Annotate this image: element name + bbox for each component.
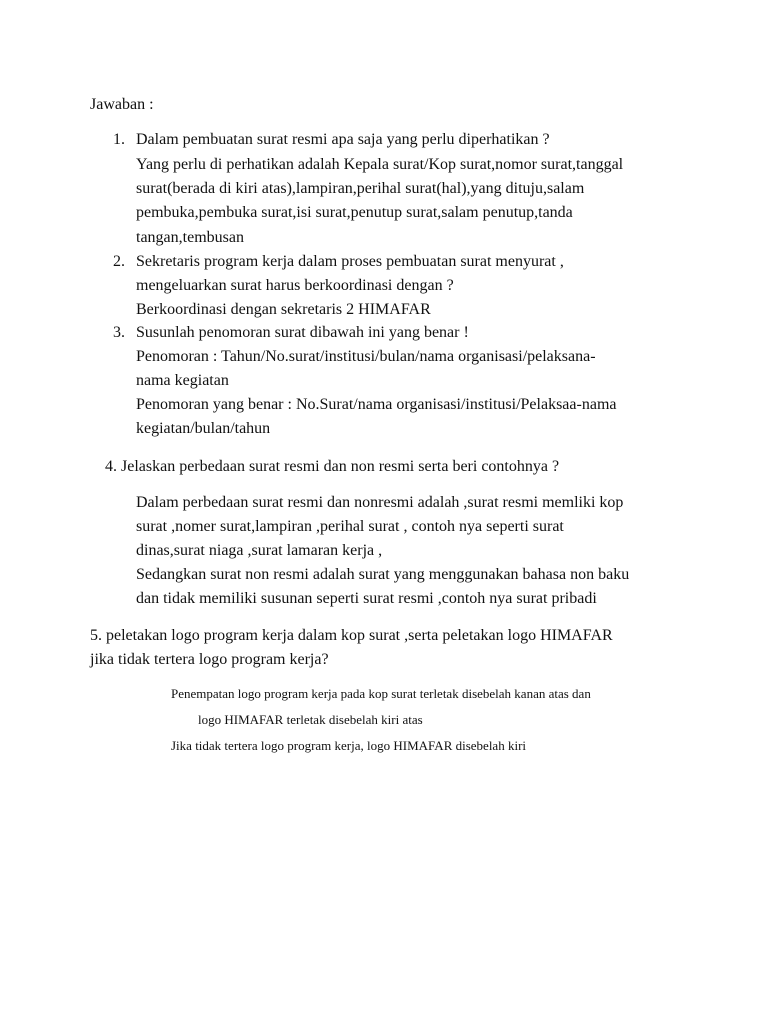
q1-answer-line: surat(berada di kiri atas),lampiran,perihal surat(hal),yang dituju,salam: [136, 180, 585, 197]
q1-answer-line: pembuka,pembuka surat,isi surat,penutup surat,salam penutup,tanda: [136, 204, 573, 221]
q5-answer-line: Penempatan logo program kerja pada kop surat terletak disebelah kanan atas dan: [171, 686, 591, 701]
q1-answer-line: tangan,tembusan: [136, 229, 244, 246]
q4-answer-line: surat ,nomer surat,lampiran ,perihal surat , contoh nya seperti surat: [136, 518, 564, 535]
q3-answer-line: nama kegiatan: [136, 372, 229, 389]
q5-question-line: jika tidak tertera logo program kerja?: [90, 651, 329, 668]
q2-number: 2.: [113, 253, 125, 270]
q4-answer-line: Sedangkan surat non resmi adalah surat yang menggunakan bahasa non baku: [136, 566, 630, 583]
q1-question: Dalam pembuatan surat resmi apa saja yang perlu diperhatikan ?: [136, 131, 550, 148]
q5-answer-line: Jika tidak tertera logo program kerja, logo HIMAFAR disebelah kiri: [171, 738, 527, 753]
q3-number: 3.: [113, 324, 125, 341]
q4-answer-line: Dalam perbedaan surat resmi dan nonresmi adalah ,surat resmi memliki kop: [136, 494, 624, 511]
q3-answer-line: Penomoran : Tahun/No.surat/institusi/bulan/nama organisasi/pelaksana-: [136, 348, 596, 365]
q2-question-line: Sekretaris program kerja dalam proses pembuatan surat menyurat ,: [136, 253, 564, 270]
q1-answer-line: Yang perlu di perhatikan adalah Kepala surat/Kop surat,nomor surat,tanggal: [136, 156, 624, 173]
q4-answer-line: dan tidak memiliki susunan seperti surat resmi ,contoh nya surat pribadi: [136, 590, 597, 607]
q4-question: 4. Jelaskan perbedaan surat resmi dan non resmi serta beri contohnya ?: [105, 458, 560, 475]
q1-number: 1.: [113, 131, 125, 148]
q5-question-line: 5. peletakan logo program kerja dalam kop surat ,serta peletakan logo HIMAFAR: [90, 627, 613, 644]
q5-answer-line: logo HIMAFAR terletak disebelah kiri atas: [198, 712, 423, 727]
q2-answer: Berkoordinasi dengan sekretaris 2 HIMAFAR: [136, 301, 431, 318]
q2-question-line: mengeluarkan surat harus berkoordinasi dengan ?: [136, 277, 454, 294]
q3-answer-line: Penomoran yang benar : No.Surat/nama organisasi/institusi/Pelaksaa-nama: [136, 396, 617, 413]
heading: Jawaban :: [90, 96, 154, 113]
q4-answer-line: dinas,surat niaga ,surat lamaran kerja ,: [136, 542, 383, 559]
q3-answer-line: kegiatan/bulan/tahun: [136, 420, 271, 437]
q3-question: Susunlah penomoran surat dibawah ini yang benar !: [136, 324, 469, 341]
